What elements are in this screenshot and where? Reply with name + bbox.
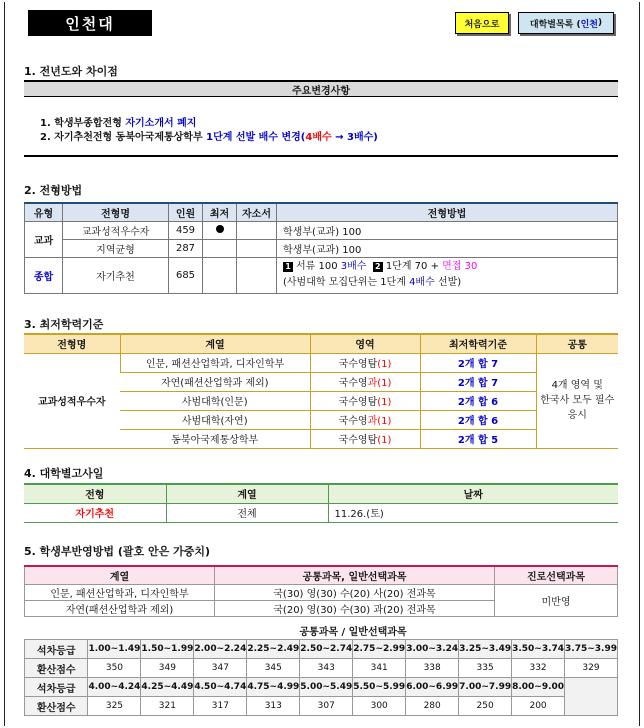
header-subjects: 공통과목, 일반선택과목 <box>215 566 495 584</box>
header-common: 공통 <box>536 334 618 353</box>
self-intro-cell <box>237 257 277 293</box>
header-career: 진로선택과목 <box>495 566 618 584</box>
grade-cell: 2.50~2.74 <box>300 640 353 659</box>
field-cell: 자연(패션산업학과 제외) <box>25 600 215 616</box>
empty-cell <box>565 678 618 716</box>
table-row <box>25 584 618 600</box>
grade-table-title: 공통과목 / 일반선택과목 <box>299 626 407 638</box>
grade-cell: 6.00~6.99 <box>406 678 459 697</box>
score-cell: 325 <box>88 697 141 716</box>
step-1-text: 서류 100 <box>296 261 341 272</box>
grade-row <box>25 678 618 697</box>
header-field: 계열 <box>166 484 328 503</box>
header-name: 전형 <box>24 484 166 503</box>
table-row <box>24 503 618 522</box>
change-item-2-new: → 3배수) <box>331 132 378 143</box>
grade-cell: 3.00~3.24 <box>406 640 459 659</box>
step-2-interview: 면접 30 <box>442 261 478 272</box>
score-cell: 313 <box>247 697 300 716</box>
table-row <box>24 353 618 372</box>
score-cell: 341 <box>353 659 406 678</box>
count-cell: 459 <box>169 221 203 239</box>
score-cell: 343 <box>300 659 353 678</box>
header-field: 계열 <box>120 334 310 353</box>
field-cell: 전체 <box>166 503 328 522</box>
admission-method-table <box>24 202 618 294</box>
name-cell: 지역균형 <box>63 239 169 257</box>
name-cell: 교과성적우수자 <box>63 221 169 239</box>
header-method: 전형방법 <box>277 203 618 221</box>
changes-header: 주요변경사항 <box>24 80 618 97</box>
grade-label: 석차등급 <box>25 678 88 697</box>
grade-cell: 5.00~5.49 <box>300 678 353 697</box>
score-label: 환산점수 <box>25 697 88 716</box>
score-row <box>25 659 618 678</box>
area-subject: 과 <box>367 416 378 427</box>
score-cell: 307 <box>300 697 353 716</box>
note-multiplier: 4배수 <box>409 277 435 288</box>
area-weight: (1) <box>377 359 392 370</box>
area-text: 국수영탐 <box>338 397 378 408</box>
grade-cell: 3.50~3.74 <box>512 640 565 659</box>
score-cell: 338 <box>406 659 459 678</box>
grade-cell: 2.00~2.24 <box>194 640 247 659</box>
minimum-cell <box>203 239 237 257</box>
grade-cell: 2.25~2.49 <box>247 640 300 659</box>
count-cell: 287 <box>169 239 203 257</box>
criterion-cell: 2개 합 6 <box>420 391 536 410</box>
method-cell: 학생부(교과) 100 <box>277 221 618 239</box>
change-item-1-highlight: 자기소개서 폐지 <box>125 118 197 129</box>
header-name: 전형명 <box>24 334 120 353</box>
field-cell: 동북아국제통상학부 <box>120 429 310 448</box>
field-cell: 인문, 패션산업학과, 디자인학부 <box>120 353 310 372</box>
name-cell: 자기추천 <box>63 257 169 293</box>
minimum-cell <box>203 221 237 239</box>
university-list-label: 대학별목록 ( <box>529 19 581 30</box>
score-cell: 335 <box>459 659 512 678</box>
section-3-heading: 3. 최저학력기준 <box>24 318 104 331</box>
score-cell: 332 <box>512 659 565 678</box>
step-1-multiplier: 3배수 <box>340 261 367 272</box>
common-line-1: 4개 영역 및 <box>551 380 603 391</box>
step-2-text: 1단계 70 + <box>385 261 443 272</box>
area-cell <box>310 372 420 391</box>
count-cell: 685 <box>169 257 203 293</box>
table-row <box>25 239 618 257</box>
page-title: 인천대 <box>28 10 152 36</box>
criterion-cell: 2개 합 7 <box>420 353 536 372</box>
section-2-heading: 2. 전형방법 <box>24 184 83 197</box>
score-cell: 345 <box>247 659 300 678</box>
area-weight: (1) <box>377 378 392 389</box>
area-text: 국수영 <box>338 378 368 389</box>
change-item-2-old: 4배수 <box>305 132 332 143</box>
area-subject: 과 <box>367 378 378 389</box>
grade-cell: 1.50~1.99 <box>141 640 194 659</box>
score-cell: 250 <box>459 697 512 716</box>
grade-cell: 5.50~5.99 <box>353 678 406 697</box>
name-cell: 자기추천 <box>24 503 166 522</box>
grade-cell: 3.75~3.99 <box>565 640 618 659</box>
grade-cell: 2.75~2.99 <box>353 640 406 659</box>
change-item-2-text: 2. 자기추천전형 동북아국제통상학부 <box>40 132 207 143</box>
score-cell: 317 <box>194 697 247 716</box>
score-cell: 329 <box>565 659 618 678</box>
area-cell <box>310 410 420 429</box>
score-label: 환산점수 <box>25 659 88 678</box>
criterion-cell: 2개 합 6 <box>420 410 536 429</box>
name-cell: 교과성적우수자 <box>24 353 120 448</box>
section-4-heading: 4. 대학별고사일 <box>24 467 104 480</box>
table-row <box>25 257 618 293</box>
change-item-2 <box>40 128 378 143</box>
header-minimum: 최저 <box>203 203 237 221</box>
table-row <box>25 221 618 239</box>
change-item-2-highlight: 1단계 선발 배수 변경( <box>206 132 306 143</box>
header-area: 영역 <box>310 334 420 353</box>
change-item-1-text: 1. 학생부종합전형 <box>40 118 126 129</box>
criterion-cell: 2개 합 7 <box>420 372 536 391</box>
career-cell: 미반영 <box>495 584 618 616</box>
area-weight: (1) <box>377 397 392 408</box>
score-cell: 349 <box>141 659 194 678</box>
date-cell: 11.26.(토) <box>328 503 618 522</box>
minimum-standard-table <box>24 333 618 449</box>
university-list-button[interactable] <box>518 12 614 34</box>
type-cell: 종합 <box>25 257 63 293</box>
method-cell: 학생부(교과) 100 <box>277 239 618 257</box>
score-cell: 350 <box>88 659 141 678</box>
score-cell: 200 <box>512 697 565 716</box>
criterion-cell: 2개 합 5 <box>420 429 536 448</box>
grade-row <box>25 640 618 659</box>
grade-cell: 4.50~4.74 <box>194 678 247 697</box>
score-cell: 280 <box>406 697 459 716</box>
section-1-heading: 1. 전년도와 차이점 <box>24 65 118 78</box>
common-line-3: 응시 <box>567 410 587 421</box>
header-self-intro: 자소서 <box>237 203 277 221</box>
grade-cell: 3.25~3.49 <box>459 640 512 659</box>
grade-conversion-table <box>24 639 618 716</box>
home-button[interactable]: 처음으로 <box>455 12 509 34</box>
field-cell: 자연(패션산업학과 제외) <box>120 372 310 391</box>
self-intro-cell <box>237 221 277 239</box>
step-1-badge: 1 <box>283 262 293 272</box>
grade-cell: 7.00~7.99 <box>459 678 512 697</box>
grade-cell: 4.75~4.99 <box>247 678 300 697</box>
header-name: 전형명 <box>63 203 169 221</box>
grade-cell: 4.25~4.49 <box>141 678 194 697</box>
area-weight: (1) <box>377 435 392 446</box>
section-5-heading: 5. 학생부반영방법 (괄호 안은 가중치) <box>24 545 210 558</box>
subjects-cell: 국(20) 영(30) 수(30) 과(20) 전과목 <box>215 600 495 616</box>
university-list-highlight: 인천 <box>580 19 598 30</box>
score-row <box>25 697 618 716</box>
field-cell: 인문, 패션산업학과, 디자인학부 <box>25 584 215 600</box>
university-list-suffix: ) <box>597 18 603 28</box>
header-type: 유형 <box>25 203 63 221</box>
common-cell <box>536 353 618 448</box>
record-reflection-table <box>24 565 618 617</box>
area-text: 국수영탐 <box>338 435 378 446</box>
self-intro-cell <box>237 239 277 257</box>
score-cell: 300 <box>353 697 406 716</box>
type-cell: 교과 <box>25 221 63 257</box>
area-cell <box>310 391 420 410</box>
area-text: 국수영탐 <box>338 359 378 370</box>
area-weight: (1) <box>377 416 392 427</box>
area-cell <box>310 353 420 372</box>
grade-cell: 1.00~1.49 <box>88 640 141 659</box>
header-date: 날짜 <box>328 484 618 503</box>
note-suffix: 선발) <box>434 277 462 288</box>
header-field: 계열 <box>25 566 215 584</box>
changes-divider <box>24 155 618 157</box>
area-cell <box>310 429 420 448</box>
subjects-cell: 국(30) 영(30) 수(20) 사(20) 전과목 <box>215 584 495 600</box>
field-cell: 사범대학(자연) <box>120 410 310 429</box>
note-text: (사범대학 모집단위는 1단계 <box>283 277 410 288</box>
minimum-cell <box>203 257 237 293</box>
score-cell: 347 <box>194 659 247 678</box>
header-count: 인원 <box>169 203 203 221</box>
grade-cell: 8.00~9.00 <box>512 678 565 697</box>
area-text: 국수영 <box>338 416 368 427</box>
change-item-1 <box>40 114 196 129</box>
method-cell <box>277 257 618 293</box>
exam-date-table <box>24 483 618 523</box>
step-2-badge: 2 <box>373 262 383 272</box>
filled-circle-icon <box>216 225 224 233</box>
header-criterion: 최저학력기준 <box>420 334 536 353</box>
grade-cell: 4.00~4.24 <box>88 678 141 697</box>
field-cell: 사범대학(인문) <box>120 391 310 410</box>
grade-label: 석차등급 <box>25 640 88 659</box>
common-line-2: 한국사 모두 필수 <box>540 395 615 406</box>
score-cell: 321 <box>141 697 194 716</box>
